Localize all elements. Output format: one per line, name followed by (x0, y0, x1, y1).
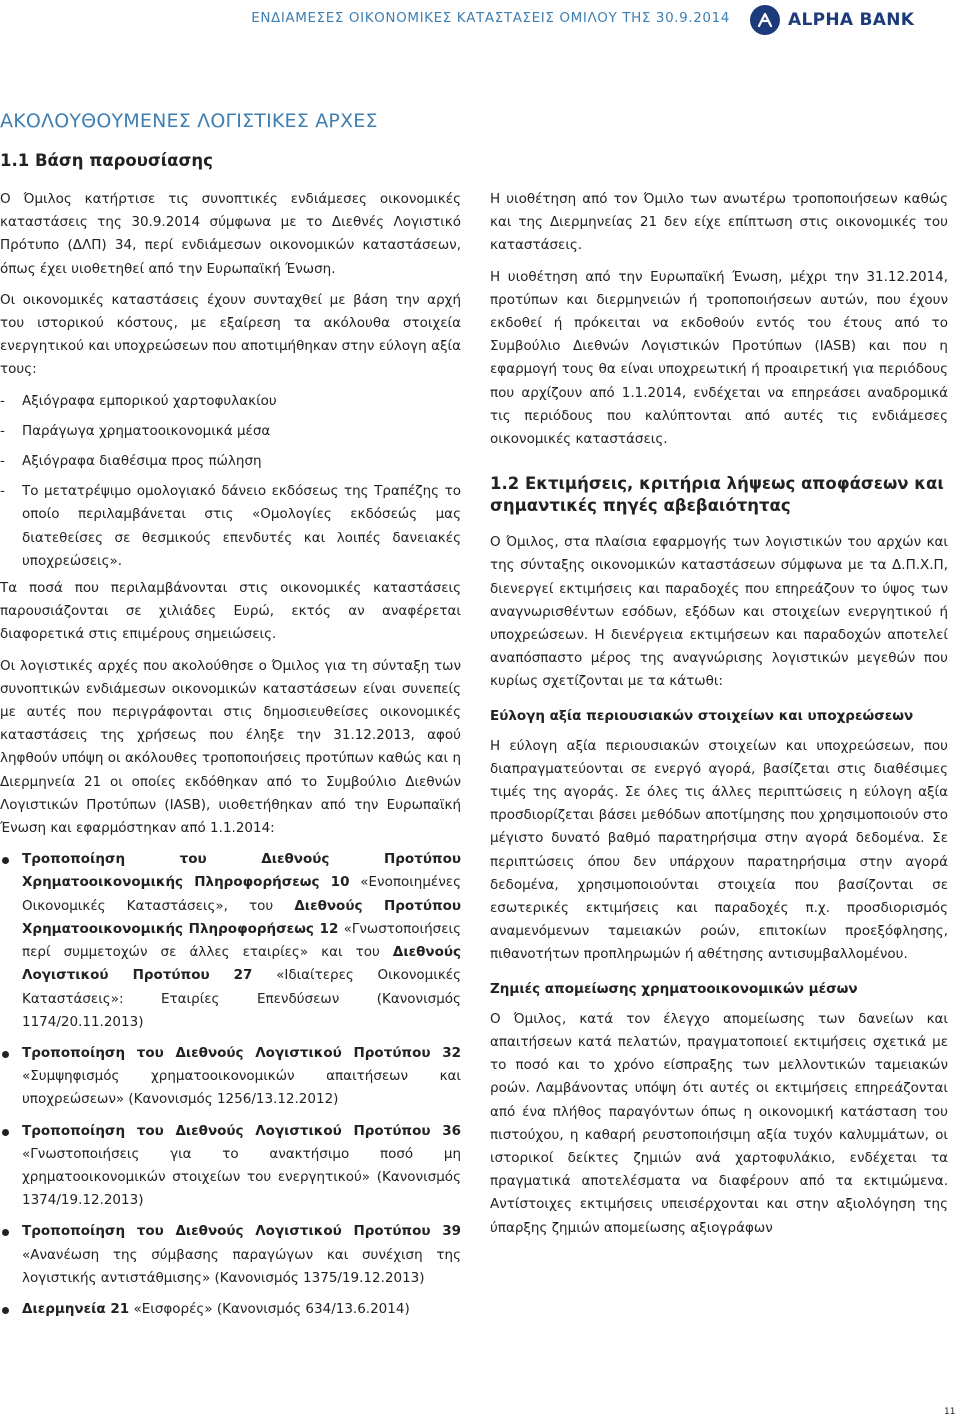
alpha-bank-logo (750, 3, 914, 37)
bullet-text: «Ενοποιημένες Οικονομικές Καταστάσεις», του (22, 874, 461, 914)
bullet-item (0, 1042, 461, 1112)
heading-1-2: 1.2 Εκτιμήσεις, κριτήρια λήψεως αποφάσεων και σημαντικές πηγές αβεβαιότητας (490, 474, 944, 516)
bullet-text: «Ιδιαίτερες Οικονομικές Καταστάσεις»: Εταιρίες Επενδύσεων (Κανονισμός 1174/20.11.2013) (22, 967, 461, 1030)
bullet-bold: Διερμηνεία 21 (22, 1300, 130, 1317)
bullet-bold: Διεθνούς Προτύπου Χρηματοοικονομικής Πληροφορήσεως 12 (22, 897, 462, 937)
brand-name: ALPHA BANK (788, 10, 915, 30)
subheading-impairment: Ζημιές απομείωσης χρηματοοικονομικών μέσων (490, 980, 858, 997)
bullet-bold: Τροποποίηση του Διεθνούς Λογιστικού Προτύπου 36 (22, 1122, 461, 1139)
bullet-bold: Διεθνούς Λογιστικού Προτύπου 27 (22, 944, 461, 984)
bullet-text: «Γνωστοποιήσεις για το ανακτήσιμο ποσό μη χρηματοοικονομικών στοιχείων του ενεργητικού» (Κανονισμός 1374/19.12.2013) (22, 1145, 461, 1209)
paragraph: Τα ποσά που περιλαμβάνονται στις οικονομικές καταστάσεις παρουσιάζονται σε χιλιάδες Ευρώ, εκτός αν αναφέρεται διαφορετικά στις επιμέρους σημειώσεις. (0, 580, 461, 643)
bullet-item (0, 1220, 461, 1290)
alpha-logo-icon (750, 5, 780, 35)
list-item: - Αξιόγραφα εμπορικού χαρτοφυλακίου (0, 390, 461, 413)
bullet-bold: Τροποποίηση του Διεθνούς Προτύπου Χρηματοοικονομικής Πληροφορήσεως 10 (22, 851, 461, 891)
paragraph: Ο Όμιλος, στα πλαίσια εφαρμογής των λογιστικών του αρχών και της σύνταξης οικονομικών καταστάσεων σύμφωνα με τα Δ.Π.Χ.Π, διενεργεί εκτιμήσεις και παραδοχές που επηρεάζουν το ύψος των αναγνωρισθέντων εσόδων, εξόδων και στοιχείων ενεργητικού ή υποχρεώσεων. Η διενέργεια εκτιμήσεων και παραδοχών αποτελεί αναπόσπαστο μέρος της αναγνώρισης λογιστικών μεγεθών που κυρίως σχετίζονται με τα κάτωθι: (490, 534, 948, 690)
bullet-bold: Τροποποίηση του Διεθνούς Λογιστικού Προτύπου 32 (22, 1044, 461, 1061)
list-item: - Αξιόγραφα διαθέσιμα προς πώληση (0, 450, 461, 473)
paragraph: Οι οικονομικές καταστάσεις έχουν συνταχθεί με βάση την αρχή του ιστορικού κόστους, με εξαίρεση τα ακόλουθα στοιχεία ενεργητικού και υποχρεώσεων που αποτιμήθηκαν στην εύλογη αξία τους: (0, 291, 461, 378)
bullet-text: «Εισφορές» (Κανονισμός 634/13.6.2014) (129, 1300, 410, 1317)
header-title: ΕΝΔΙΑΜΕΣΕΣ ΟΙΚΟΝΟΜΙΚΕΣ ΚΑΤΑΣΤΑΣΕΙΣ ΟΜΙΛΟΥ ΤΗΣ 30.9.2014 (251, 10, 730, 26)
paragraph: Η υιοθέτηση από τον Όμιλο των ανωτέρω τροποποιήσεων καθώς και της Διερμηνείας 21 δεν είχε επίπτωση στις οικονομικές του καταστάσεις. (490, 191, 948, 254)
bullet-item (0, 848, 461, 1034)
paragraph: Οι λογιστικές αρχές που ακολούθησε ο Όμιλος για τη σύνταξη των συνοπτικών ενδιάμεσων οικονομικών καταστάσεων είναι συνεπείς με αυτές που περιγράφονται στις δημοσιευθείσες οικονομικές καταστάσεις της χρήσεως που έληξε την 31.12.2013, αφού ληφθούν υπόψη οι ακόλουθες τροποποιήσεις προτύπων καθώς και η Διερμηνεία 21 οι οποίες εκδόθηκαν από το Συμβούλιο Διεθνών Λογιστικών Προτύπων (IASB), υιοθετήθηκαν από την Ευρωπαϊκή Ένωση και εφαρμόστηκαν από 1.1.2014: (0, 657, 461, 837)
paragraph: Ο Όμιλος, κατά τον έλεγχο απομείωσης των δανείων και απαιτήσεων κατά πελατών, πραγματοποιεί εκτιμήσεις σχετικά με το ποσό και το χρόνο είσπραξης των μελλοντικών ταμειακών ροών. Λαμβάνοντας υπόψη ότι αυτές οι εκτιμήσεις επηρεάζονται από ένα πλήθος παραγόντων όπως η οικονομική κατάσταση του πιστούχου, η καθαρή ρευστοποιήσιμη αξία τυχόν καλυμμάτων, οι ιστορικοί δείκτες ζημιών ανά χαρτοφυλάκιο, ενδέχεται τα πραγματικά αποτελέσματα να διαφέρουν από τα εκτιμώμενα. Αντίστοιχες εκτιμήσεις υπεισέρχονται και στην αξιολόγηση της ύπαρξης ζημιών απομείωσης αξιογράφων (490, 1010, 948, 1236)
paragraph: Η εύλογη αξία περιουσιακών στοιχείων και υποχρεώσεων, που διαπραγματεύονται σε ενεργό αγορά, βασίζεται στις διαθέσιμες τιμές της αγοράς. Σε όλες τις άλλες περιπτώσεις η εύλογη αξία προσδιορίζεται βάσει μεθόδων αποτίμησης που χρησιμοποιούν στο μέγιστο δυνατό βαθμό παρατηρήσιμα στην αγορά δεδομένα. Σε περιπτώσεις όπου δεν υπάρχουν παρατηρήσιμα στην αγορά δεδομένα, χρησιμοποιούνται στοιχεία που βασίζονται σε εσωτερικές εκτιμήσεις και παραδοχές π.χ. προσδιορισμός αναμενόμενων ταμειακών ροών, επιτοκίων προεξόφλησης, πιθανοτήτων προπληρωμών ή αθέτησης αντισυμβαλλομένου. (490, 737, 948, 963)
bullet-item (0, 1120, 461, 1213)
heading-1-1: 1.1 Βάση παρουσίασης (0, 151, 213, 170)
subheading-fair-value: Εύλογη αξία περιουσιακών στοιχείων και υποχρεώσεων (490, 707, 914, 724)
bullet-text: «Γνωστοποιήσεις περί συμμετοχών σε άλλες εταιρίες» και του (22, 920, 461, 961)
section-title: ΑΚΟΛΟΥΘΟΥΜΕΝΕΣ ΛΟΓΙΣΤΙΚΕΣ ΑΡΧΕΣ (0, 110, 378, 132)
paragraph: Ο Όμιλος κατήρτισε τις συνοπτικές ενδιάμεσες οικονομικές καταστάσεις της 30.9.2014 σύμφωνα με το Διεθνές Λογιστικό Πρότυπο (ΔΛΠ) 34, περί ενδιάμεσων οικονομικών καταστάσεων, όπως έχει υιοθετηθεί από την Ευρωπαϊκή Ένωση. (0, 191, 461, 277)
list-item: - Παράγωγα χρηματοοικονομικά μέσα (0, 420, 461, 443)
bullet-bold: Τροποποίηση του Διεθνούς Λογιστικού Προτύπου 39 (22, 1223, 461, 1240)
paragraph: Η υιοθέτηση από την Ευρωπαϊκή Ένωση, μέχρι την 31.12.2014, προτύπων και διερμηνειών ή τροποποιήσεων αυτών, που έχουν εκδοθεί ή πρόκειται να εκδοθούν εντός του έτους από το Συμβούλιο Διεθνών Λογιστικών Προτύπων (IASB) και που η εφαρμογή τους θα είναι υποχρεωτική ή προαιρετική για περιόδους που αρχίζουν από 1.1.2014, ενδέχεται να επηρεάσει αναδρομικά τις περιόδους που καλύπτονται από αυτές τις ενδιάμεσες οικονομικές καταστάσεις. (490, 268, 948, 448)
list-item: - Το μετατρέψιμο ομολογιακό δάνειο εκδόσεως της Τραπέζης το οποίο περιλαμβάνεται στις «Ομολογίες εκδόσεώς μας διατεθείσες σε θεσμικούς επενδυτές και λοιπές δανειακές υποχρεώσεις». (0, 480, 461, 573)
page-number: 11 (944, 1407, 956, 1417)
bullet-item (0, 1298, 461, 1321)
bullet-text: «Ανανέωση της σύμβασης παραγώγων και συνέχιση της λογιστικής αντιστάθμισης» (Κανονισμός 1375/19.12.2013) (22, 1246, 461, 1286)
bullet-text: «Συμψηφισμός χρηματοοικονομικών απαιτήσεων και υποχρεώσεων» (Κανονισμός 1256/13.12.2012) (22, 1068, 461, 1108)
